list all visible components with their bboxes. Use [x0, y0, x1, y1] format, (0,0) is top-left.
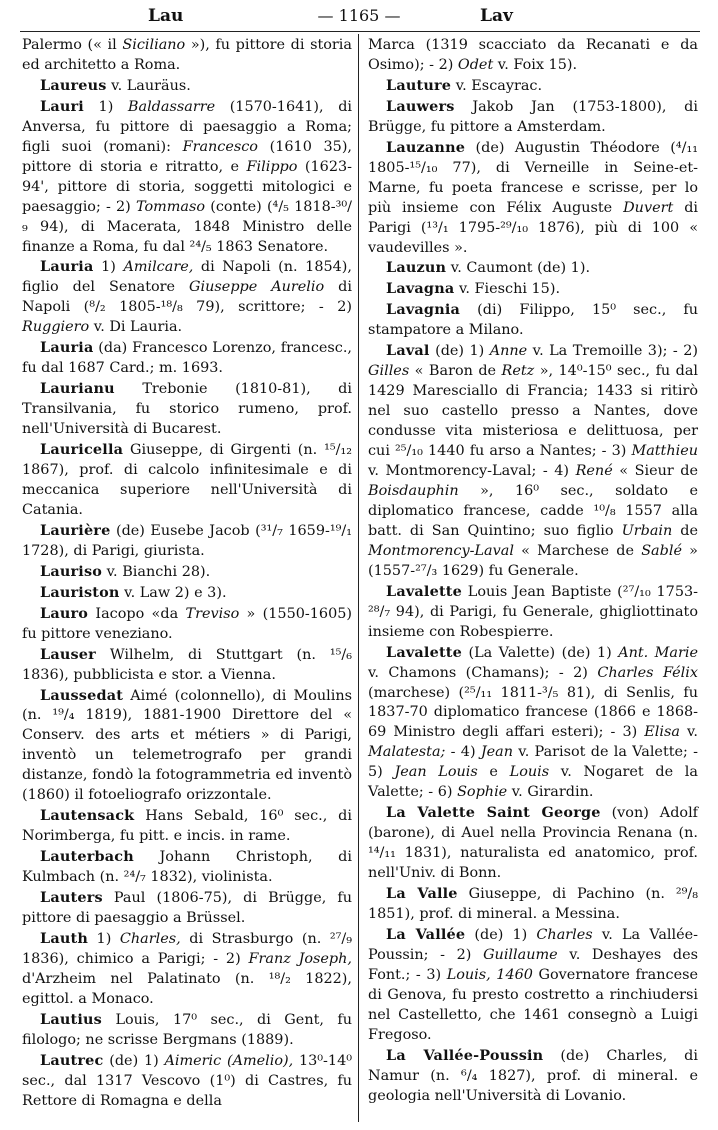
italic-text: Franz Joseph,	[248, 950, 352, 967]
dictionary-entry	[22, 1051, 352, 1112]
dictionary-entry	[368, 1046, 698, 1107]
entry-text: (1610 35), pittore di storia e ritratto, e	[22, 138, 353, 175]
italic-text: Sablé	[641, 542, 682, 559]
entry-text: Louis, 17⁰ sec., di Gent, fu filologo; ne scrisse Bergmans (1889).	[22, 1011, 352, 1048]
left-column	[22, 36, 352, 1112]
entry-text: v. Deshayes des Font.; - 3)	[368, 946, 698, 983]
entry-text: », 14⁰-15⁰ sec., fu dal 1429 Maresciallo di Francia; 1433 si ritirò nel suo castello presso a Nantes, dove condusse vita misteriosa e delittuosa, per cui ²⁵/₁₀ 1440 fu arso a Nantes; - 3)	[368, 363, 699, 460]
entry-text: » (1557-²⁷/₃ 1629) fu Generale.	[368, 542, 698, 579]
italic-text: Odet	[457, 56, 494, 73]
dictionary-entry	[22, 806, 352, 847]
entry-headword: Lauzanne	[386, 138, 466, 156]
entry-text: (de) 1)	[465, 926, 537, 943]
entry-headword: Lauria	[40, 339, 94, 357]
page-number: — 1165 —	[317, 6, 401, 25]
entry-headword: Laurière	[40, 521, 111, 539]
entry-text: di Parigi (¹³/₁ 1795-²⁹/₁₀ 1876), più di 100 « vaudevilles ».	[368, 199, 699, 256]
dictionary-entry	[22, 645, 352, 686]
italic-text: Urbain	[621, 522, 673, 539]
header-right-keyword: Lav	[480, 6, 513, 26]
entry-text: (de) Charles, di Namur (n. ⁶/₄ 1827), prof. di mineral. e geologia nell'Università di Lovanio.	[368, 1047, 698, 1104]
entry-headword: Lauriso	[40, 562, 103, 580]
dictionary-entry	[22, 257, 352, 338]
italic-text: Elisa	[644, 724, 680, 741]
italic-text: Ant. Marie	[618, 644, 698, 661]
italic-text: Louis, 1460	[446, 966, 533, 983]
entry-text: v. Foix 15).	[493, 56, 578, 73]
italic-text: Francesco	[182, 138, 258, 155]
entry-text: Governatore francese di Genova, fu presto costretto a rinchiudersi nel Castelletto, che 1461 consegnò a Luigi Fregoso.	[368, 966, 698, 1043]
italic-text: Baldassarre	[127, 98, 216, 115]
entry-headword: Lavagna	[386, 280, 455, 298]
italic-text: Charles Félix	[597, 664, 698, 681]
entry-text: (da) Francesco Lorenzo, francesc., fu dal 1687 Card.; m. 1693.	[22, 340, 352, 377]
italic-text: Giuseppe Aurelio	[189, 279, 325, 296]
entry-text: (conte) (⁴/₅ 1818-³⁰/₉ 94), di Macerata, 1848 Ministro delle finanze a Roma, fu dal ²⁴/₅ 1863 Senatore.	[22, 198, 352, 255]
entry-headword: Lavagnia	[386, 301, 461, 319]
entry-text: (1570-1641), di Anversa, fu pittore di paesaggio a Roma; figli suoi (romani):	[22, 98, 353, 155]
dictionary-entry	[22, 521, 352, 562]
entry-text: Marca (1319 scacciato da Recanati e da Osimo); - 2)	[368, 37, 698, 73]
entry-headword: Laureus	[40, 76, 107, 94]
italic-text: Siciliano	[122, 37, 186, 53]
entry-text: »), fu pittore di storia ed architetto a Roma.	[22, 37, 352, 73]
entry-text: v. Fieschi 15).	[454, 281, 561, 298]
dictionary-entry	[368, 884, 698, 925]
italic-text: Jean	[480, 744, 513, 761]
entry-text: e	[477, 764, 510, 781]
entry-text: Aimé (colonnello), di Moulins (n. ¹⁹/₄ 1819), 1881-1900 Direttore del « Conserv. des arts et métiers » di Parigi, inventò un telemetrografo per grandi distanze, fondò la fotogrammetria ed inventò (1860) il fotoeliografo orizzontale.	[22, 687, 352, 804]
entry-text: Jakob Jan (1753-1800), di Brügge, fu pittore a Amsterdam.	[368, 98, 698, 135]
entry-headword: Lautensack	[40, 807, 135, 825]
dictionary-entry	[368, 803, 698, 884]
entry-text: », 16⁰ sec., soldato e diplomatico francese, cadde ¹⁰/₈ 1557 alla batt. di San Quintino; suo figlio	[368, 482, 698, 539]
entry-text: (de) 1)	[103, 1052, 165, 1069]
italic-text: Gilles	[368, 363, 410, 380]
entry-text: v. Nogaret de la Valette; - 6)	[368, 764, 698, 801]
entry-headword: Laurianu	[40, 380, 115, 398]
italic-text: Amilcare,	[123, 259, 194, 276]
dictionary-entry	[22, 888, 352, 929]
entry-headword: Laussedat	[40, 686, 124, 704]
entry-text: (marchese) (²⁵/₁₁ 1811-³/₅ 81), di Senlis, fu 1837-70 diplomatico francese (1866 e 1868-69 Ministro degli affari esteri); - 3)	[368, 684, 698, 741]
italic-text: Aimeric (Amelio),	[164, 1052, 294, 1069]
dictionary-entry	[22, 97, 352, 258]
dictionary-entry	[368, 925, 698, 1046]
entry-headword: Lauser	[40, 645, 96, 663]
dictionary-entry	[368, 300, 698, 341]
italic-text: Duvert	[623, 199, 674, 216]
entry-text: Iacopo «da	[88, 605, 186, 622]
entry-text: Hans Sebald, 16⁰ sec., di Norimberga, fu pitt. e incis. in rame.	[22, 808, 352, 845]
italic-text: Filippo	[246, 158, 298, 175]
dictionary-entry	[368, 97, 698, 138]
entry-headword: Lauwers	[386, 97, 455, 115]
dictionary-entry	[22, 929, 352, 1010]
entry-text: de	[672, 522, 698, 539]
page-header	[0, 4, 718, 30]
italic-text: Montmorency-Laval	[368, 542, 514, 559]
entry-text: di Napoli (⁸/₂ 1805-¹⁸/₈ 79), scrittore; - 2)	[22, 279, 352, 316]
dictionary-entry	[368, 258, 698, 279]
entry-headword: Lautrec	[40, 1051, 104, 1069]
italic-text: Retz	[501, 363, 535, 380]
entry-text: « Sieur de	[612, 463, 698, 480]
entry-headword: Lautius	[40, 1010, 102, 1028]
entry-text: v. La Vallée-Poussin; - 2)	[368, 926, 698, 963]
right-column	[368, 36, 698, 1107]
entry-headword: Lauture	[386, 76, 452, 94]
italic-text: Matthieu	[631, 443, 698, 460]
entry-headword: Lauth	[40, 929, 89, 947]
entry-text: v. Caumont (de) 1).	[446, 260, 591, 277]
dictionary-entry	[22, 562, 352, 583]
dictionary-entry	[22, 1010, 352, 1051]
entry-text: v. Law 2) e 3).	[119, 584, 227, 601]
entry-text: di Strasburgo (n. ²⁷/₉ 1836), chimico a Parigi; - 2)	[22, 930, 353, 967]
entry-text: (La Valette) (de) 1)	[462, 644, 619, 661]
italic-text: Charles,	[119, 930, 181, 947]
entry-headword: Lavalette	[386, 643, 463, 661]
header-rule	[20, 31, 700, 32]
dictionary-entry	[22, 686, 352, 807]
entry-text: (di) Filippo, 15⁰ sec., fu stampatore a Milano.	[368, 302, 698, 339]
entry-text: Giuseppe, di Girgenti (n. ¹⁵/₁₂ 1867), prof. di calcolo infinitesimale e di meccanica superiore nell'Università di Catania.	[22, 442, 352, 518]
entry-text: v. Chamons (Chamans); - 2)	[368, 664, 598, 681]
entry-text: (de) 1)	[429, 343, 490, 360]
entry-text: 1)	[88, 930, 120, 947]
italic-text: Jean Louis	[394, 764, 478, 781]
entry-text: Paul (1806-75), di Brügge, fu pittore di paesaggio a Brüssel.	[22, 890, 352, 926]
dictionary-entry	[368, 341, 698, 581]
entry-text: 1)	[83, 98, 128, 115]
italic-text: Tommaso	[135, 198, 206, 215]
column-divider	[358, 34, 359, 1122]
entry-text: Trebonie (1810-81), di Transilvania, fu storico rumeno, prof. nell'Università di Bucarest.	[22, 381, 352, 438]
entry-headword: Lauria	[40, 258, 94, 276]
entry-headword: Laval	[386, 342, 430, 360]
entry-continuation	[22, 36, 352, 76]
entry-text: Giuseppe, di Pachino (n. ²⁹/₈ 1851), prof. di mineral. a Messina.	[368, 886, 699, 922]
entry-text: « Marchese de	[513, 542, 642, 559]
entry-text: (1623-94', pittore di storia, soggetti mitologici e paesaggio; - 2)	[22, 158, 352, 215]
dictionary-entry	[22, 847, 352, 888]
entry-text: d'Arzheim nel Palatinato (n. ¹⁸/₂ 1822), egittol. a Monaco.	[22, 970, 352, 1007]
entry-text: v. Lauräus.	[106, 77, 191, 94]
entry-text: v. Parisot de la Valette; - 5)	[368, 744, 699, 781]
entry-text: Louis Jean Baptiste (²⁷/₁₀ 1753-²⁸/₇ 94), di Parigi, fu Generale, ghigliottinato insieme con Robespierre.	[368, 583, 698, 640]
entry-text: v. Montmorency-Laval; - 4)	[368, 463, 576, 480]
entry-text: - 4)	[445, 744, 481, 761]
italic-text: Sophie	[457, 784, 508, 801]
entry-headword: Lauriston	[40, 583, 120, 601]
italic-text: Anne	[489, 343, 528, 360]
italic-text: Guillaume	[483, 946, 558, 963]
entry-text: (de) Eusebe Jacob (³¹/₇ 1659-¹⁹/₁ 1728), di Parigi, giurista.	[22, 522, 352, 559]
dictionary-entry	[368, 76, 698, 97]
dictionary-entry	[22, 583, 352, 604]
italic-text: Treviso	[185, 605, 240, 622]
entry-text: (von) Adolf (barone), di Auel nella Provincia Renana (n. ¹⁴/₁₁ 1831), naturalista ed anatomico, prof. nell'Univ. di Bonn.	[368, 805, 699, 882]
dictionary-entry	[22, 379, 352, 440]
dictionary-entry	[22, 440, 352, 521]
entry-text: v. Girardin.	[507, 784, 594, 801]
entry-text: 13⁰-14⁰ sec., dal 1317 Vescovo (1⁰) di Castres, fu Rettore di Romagna e della	[22, 1052, 352, 1109]
dictionary-entry	[368, 279, 698, 300]
entry-headword: La Valette Saint George	[386, 804, 601, 822]
entry-headword: Lauro	[40, 604, 89, 622]
entry-headword: Lavalette	[386, 582, 463, 600]
entry-text: » (1550-1605) fu pittore veneziano.	[22, 605, 352, 642]
italic-text: René	[575, 463, 613, 480]
dictionary-entry	[368, 138, 698, 259]
entry-headword: La Valle	[386, 885, 458, 903]
dictionary-entry	[22, 604, 352, 645]
header-left-keyword: Lau	[148, 6, 184, 26]
entry-text: (de) Augustin Théodore (⁴/₁₁ 1805-¹⁵/₁₀ 77), di Verneille in Seine-et-Marne, fu poeta francese e scrisse, per lo più insieme con Félix Auguste	[368, 139, 698, 216]
italic-text: Malatesta;	[368, 744, 446, 761]
entry-text: v.	[679, 724, 698, 741]
entry-text: v. Escayrac.	[451, 77, 543, 94]
dictionary-entry	[368, 582, 698, 643]
italic-text: Charles	[536, 926, 593, 943]
entry-text: v. Di Lauria.	[89, 319, 183, 336]
dictionary-entry	[22, 338, 352, 379]
dictionary-entry	[368, 643, 698, 804]
italic-text: Boisdauphin	[368, 482, 459, 499]
entry-text: Wilhelm, di Stuttgart (n. ¹⁵/₆ 1836), pubblicista e stor. a Vienna.	[22, 646, 352, 683]
entry-text: « Baron de	[409, 363, 502, 380]
entry-text: Palermo (« il	[22, 37, 123, 53]
entry-continuation	[368, 36, 698, 76]
entry-headword: La Vallée	[386, 925, 466, 943]
entry-headword: Lauricella	[40, 441, 124, 459]
entry-headword: La Vallée-Poussin	[386, 1046, 544, 1064]
italic-text: Ruggiero	[22, 319, 90, 336]
entry-text: Johann Christoph, di Kulmbach (n. ²⁴/₇ 1832), violinista.	[22, 849, 352, 886]
entry-text: v. Bianchi 28).	[102, 563, 211, 580]
entry-text: 1)	[93, 259, 124, 276]
entry-headword: Lauri	[40, 97, 84, 115]
entry-text: v. La Tremoille 3); - 2)	[527, 343, 698, 360]
entry-headword: Lauterbach	[40, 848, 134, 866]
dictionary-entry	[22, 76, 352, 97]
entry-headword: Lauters	[40, 889, 103, 907]
entry-text: di Napoli (n. 1854), figlio del Senatore	[22, 259, 352, 296]
entry-headword: Lauzun	[386, 259, 447, 277]
italic-text: Louis	[509, 764, 550, 781]
